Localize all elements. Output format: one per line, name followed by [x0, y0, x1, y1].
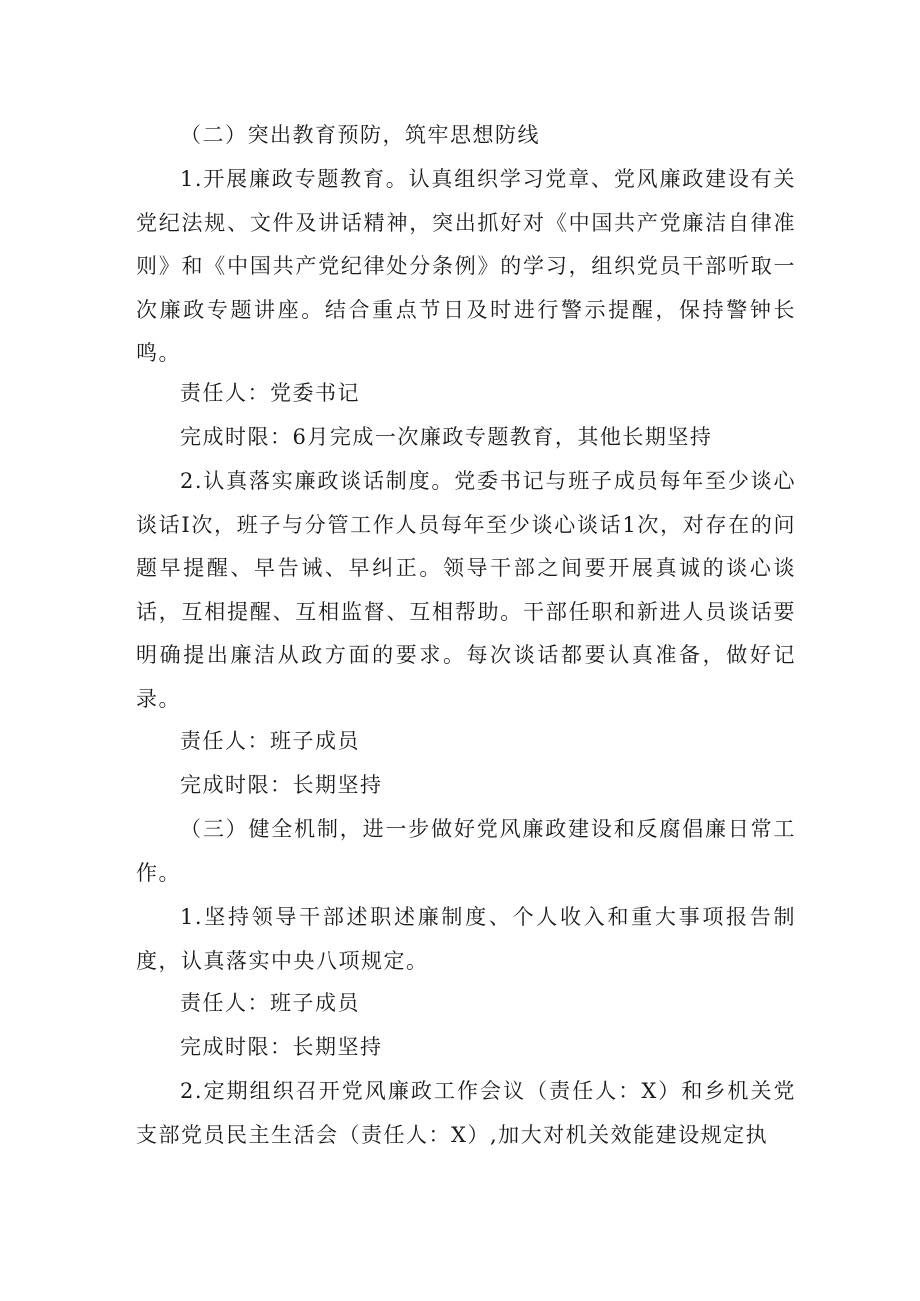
section2-heading: （二）突出教育预防，筑牢思想防线	[180, 123, 540, 147]
section2-item2-text: 2.认真落实廉政谈话制度。党委书记与班子成员每年至少谈心谈话I次，班子与分管工作人员每年至少谈心谈话1次，对存在的问题早提醒、早告诫、早纠正。领导干部之间要开展真诚的谈心谈话，互相提醒、互相监督、互相帮助。干部任职和新进人员谈话要明确提出廉洁从政方面的要求。每次谈话都要认真准备，做好记录。	[136, 469, 796, 711]
section2-item1-text: 1.开展廉政专题教育。认真组织学习党章、党风廉政建设有关党纪法规、文件及讲话精神，突出抓好对《中国共产党廉洁自律准则》和《中国共产党纪律处分条例》的学习，组织党员干部听取一次廉政专题讲座。结合重点节日及时进行警示提醒，保持警钟长鸣。	[136, 167, 796, 365]
section3-heading: （三）健全机制，进一步做好党风廉政建设和反腐倡廉日常工作。	[136, 817, 796, 885]
section2-item1-responsible: 责任人：党委书记	[180, 381, 360, 405]
section3-item1-responsible: 责任人：班子成员	[180, 991, 360, 1015]
section3-item2-text: 2.定期组织召开党风廉政工作会议（责任人：X）和乡机关党支部党员民主生活会（责任人：X）,加大对机关效能建设规定执	[136, 1079, 796, 1147]
section2-item2-responsible: 责任人：班子成员	[180, 729, 360, 753]
section3-item1-deadline: 完成时限：长期坚持	[180, 1035, 383, 1059]
section2-item1-deadline: 完成时限：6月完成一次廉政专题教育，其他长期坚持	[180, 425, 713, 449]
section3-item1-text: 1.坚持领导干部述职述廉制度、个人收入和重大事项报告制度，认真落实中央八项规定。	[136, 905, 796, 973]
section2-item2-deadline: 完成时限：长期坚持	[180, 773, 383, 797]
